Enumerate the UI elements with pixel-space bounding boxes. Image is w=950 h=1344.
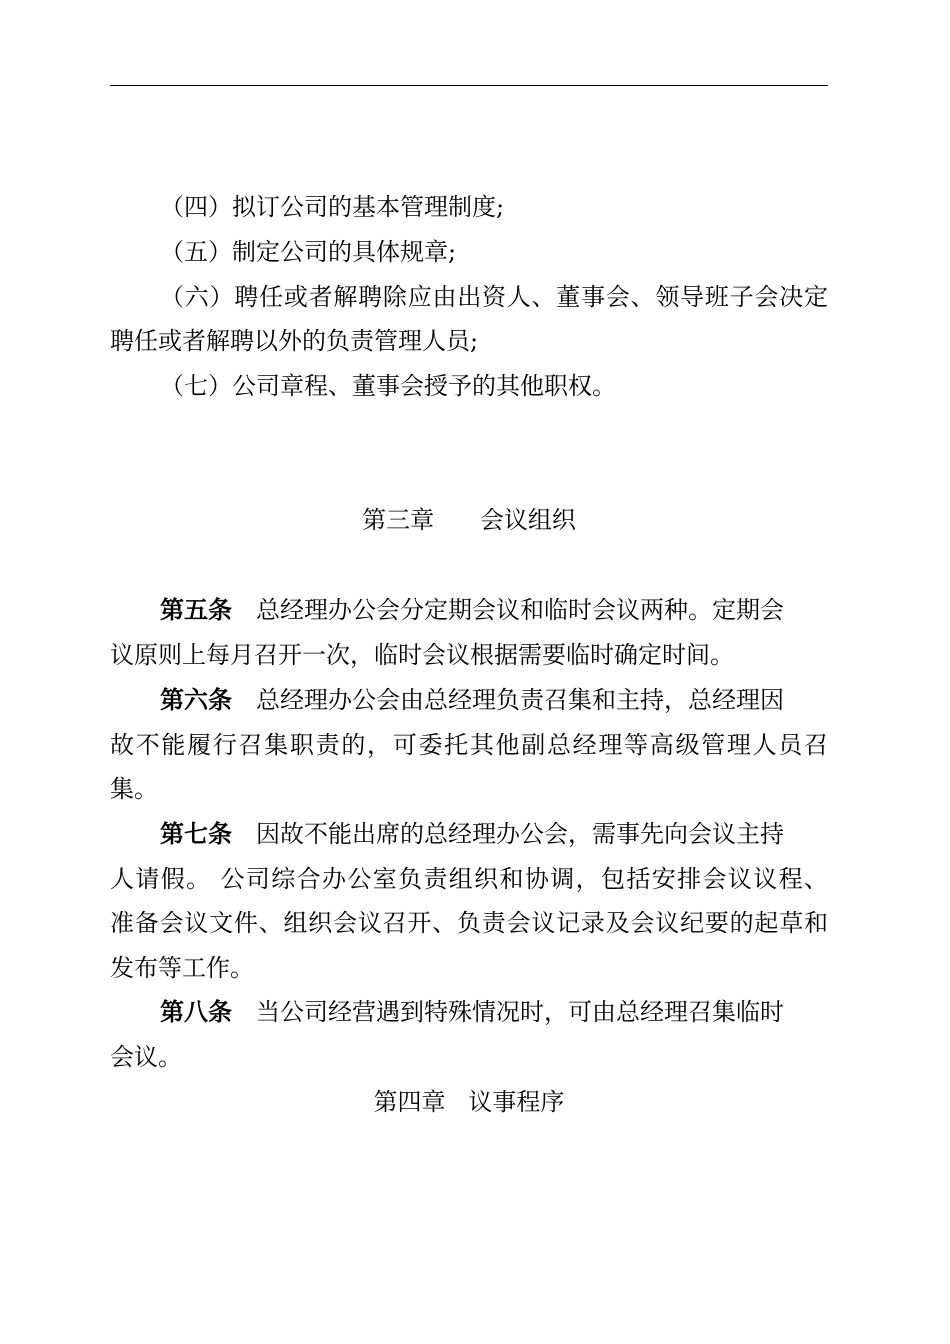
- item-6-line1: （六）聘任或者解聘除应由出资人、董事会、领导班子会决定: [160, 283, 828, 311]
- article-6-text: 总经理办公会由总经理负责召集和主持，总经理因: [256, 686, 784, 714]
- article-7-label: 第七条: [160, 820, 232, 848]
- item-4: （四）拟订公司的基本管理制度;: [160, 193, 505, 221]
- article-6-line2: 故不能履行召集职责的，可委托其他副总经理等高级管理人员召: [110, 731, 828, 759]
- article-5-line1: [110, 593, 878, 627]
- article-6-line3: 集。: [110, 775, 158, 803]
- chapter-3-heading: 第三章 会议组织: [362, 506, 576, 534]
- article-8-line2: 会议。: [110, 1043, 182, 1071]
- article-7-text: 因故不能出席的总经理办公会，需事先向会议主持: [256, 820, 784, 848]
- article-6-label: 第六条: [160, 686, 232, 714]
- article-6-line1: [110, 683, 878, 717]
- article-7-line1: [110, 817, 878, 851]
- article-7-line4: 发布等工作。: [110, 954, 254, 982]
- article-7-line3: 准备会议文件、组织会议召开、负责会议记录及会议纪要的起草和: [110, 909, 828, 937]
- article-5-text: 总经理办公会分定期会议和临时会议两种。定期会: [256, 596, 784, 624]
- article-8-text: 当公司经营遇到特殊情况时，可由总经理召集临时: [256, 998, 784, 1026]
- article-5-label: 第五条: [160, 596, 232, 624]
- article-7-line2: 人请假。 公司综合办公室负责组织和协调，包括安排会议议程、: [110, 865, 828, 893]
- item-7: （七）公司章程、董事会授予的其他职权。: [160, 372, 616, 400]
- item-6-line2: 聘任或者解聘以外的负责管理人员;: [110, 327, 479, 355]
- item-5: （五）制定公司的具体规章;: [160, 238, 457, 266]
- article-8-label: 第八条: [160, 998, 232, 1026]
- article-5-line2: 议原则上每月召开一次，临时会议根据需要临时确定时间。: [110, 641, 734, 669]
- chapter-4-heading: 第四章 议事程序: [373, 1088, 565, 1116]
- article-8-line1: [110, 995, 878, 1029]
- header-rule: [110, 85, 828, 86]
